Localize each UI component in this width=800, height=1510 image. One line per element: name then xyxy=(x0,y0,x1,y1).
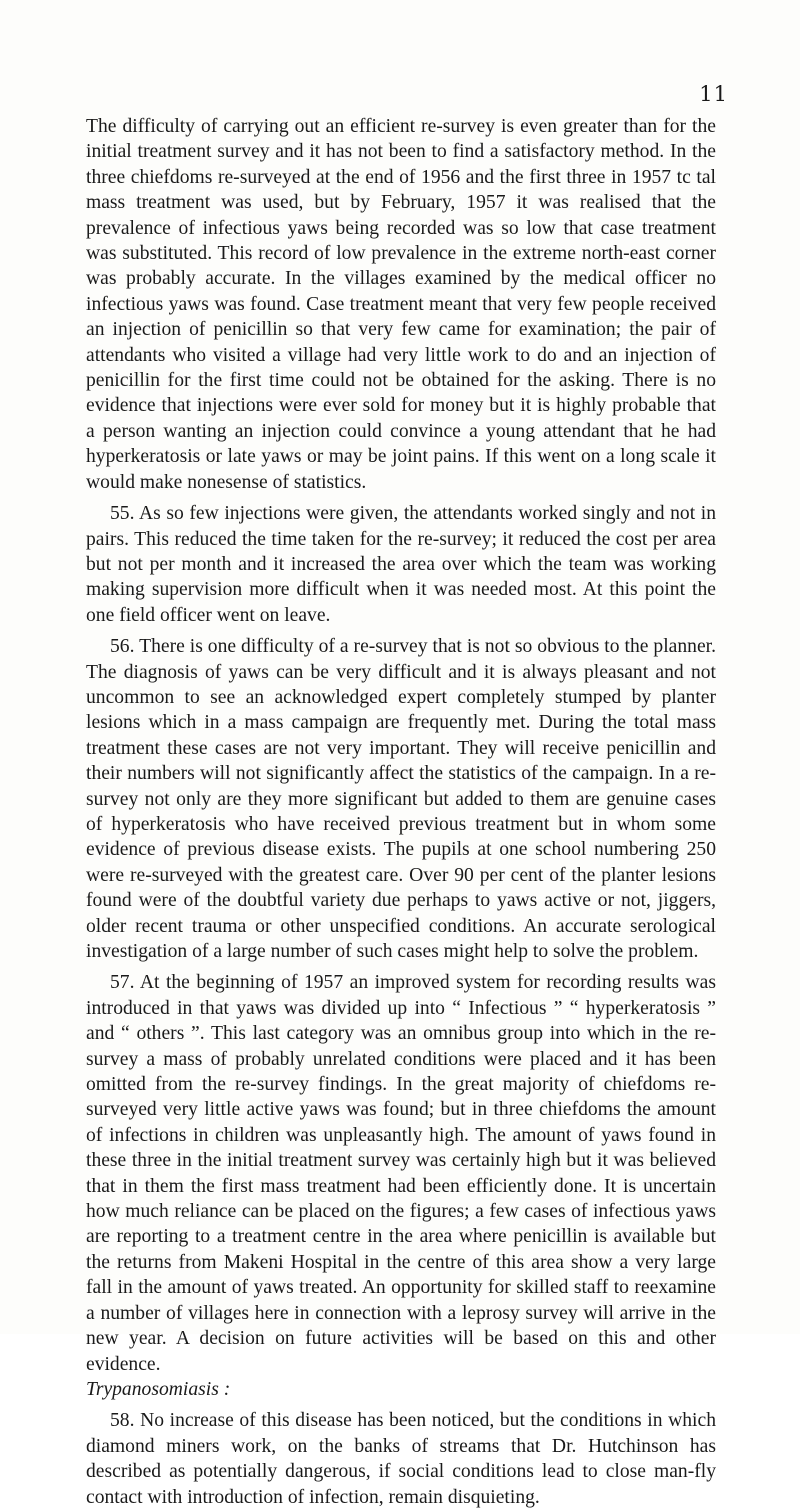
paragraph-58: 58. No increase of this disease has been noticed, but the conditions in which diamond miners work, on the banks of streams that Dr. Hutchinson has described as potentially dangerous, if social conditions lead to close man-fly contact with introduction of infection, remain disquieting. xyxy=(86,1410,716,1508)
paragraph-intro: The difficulty of carrying out an efficient re-survey is even greater than for the initial treatment survey and it has not been to find a satisfactory method. In the three chiefdoms re-surveyed at the end of 1956 and the first three in 1957 tc tal mass treatment was used, but by February, 1957 it was realised that the prevalence of infectious yaws being recorded was so low that case treatment was substituted. This record of low prevalence in the extreme north-east corner was probably accurate. In the villages examined by the medical officer no infectious yaws was found. Case treatment meant that very few people received an injection of penicillin so that very few came for examination; the pair of attendants who visited a village had very little work to do and an injection of penicillin for the first time could not be obtained for the asking. There is no evidence that injections were ever sold for money but it is highly probable that a person wanting an injection could convince a young attendant that he had hyperkeratosis or late yaws or may be joint pains. If this went on a long scale it would make nonesense of statistics. xyxy=(86,116,716,493)
body-text xyxy=(86,114,716,1510)
paragraph-56: 56. There is one difficulty of a re-survey that is not so obvious to the planner. The diagnosis of yaws can be very difficult and it is always pleasant and not uncommon to see an acknowledged expert completely stumped by planter lesions which in a mass campaign are frequently met. During the total mass treatment these cases are not very important. They will receive penicillin and their numbers will not significantly affect the statistics of the campaign. In a re-survey not only are they more significant but added to them are genuine cases of hyperkeratosis who have received previous treatment but in whom some evidence of previous disease exists. The pupils at one school numbering 250 were re-surveyed with the greatest care. Over 90 per cent of the planter lesions found were of the doubtful variety due perhaps to yaws active or not, jiggers, older recent trauma or other unspecified conditions. An accurate serological investigation of a large number of such cases might help to solve the problem. xyxy=(86,636,716,962)
paragraph-55: 55. As so few injections were given, the attendants worked singly and not in pairs. This reduced the time taken for the re-survey; it reduced the cost per area but not per month and it increased the area over which the team was working making supervision more difficult when it was needed most. At this point the one field officer went on leave. xyxy=(86,503,716,626)
paragraph-57: 57. At the beginning of 1957 an improved system for recording results was introduced in that yaws was divided up into “ Infectious ” “ hyperkeratosis ” and “ others ”. This last category was an omnibus group into which in the re-survey a mass of probably unrelated conditions were placed and it has been omitted from the re-survey findings. In the great majority of chiefdoms re-surveyed very little active yaws was found; but in three chiefdoms the amount of infections in children was unpleasantly high. The amount of yaws found in these three in the initial treatment survey was certainly high but it was believed that in them the first mass treatment had been efficiently done. It is uncertain how much reliance can be placed on the figures; a few cases of infectious yaws are reporting to a treatment centre in the area where penicillin is available but the returns from Makeni Hospital in the centre of this area show a very large fall in the amount of yaws treated. An opportunity for skilled staff to reexamine a number of villages here in connection with a leprosy survey will arrive in the new year. A decision on future activities will be based on this and other evidence. xyxy=(86,972,716,1375)
page-number: 11 xyxy=(699,82,728,106)
section-heading-trypanosomiasis: Trypanosomiasis : xyxy=(86,1378,231,1400)
